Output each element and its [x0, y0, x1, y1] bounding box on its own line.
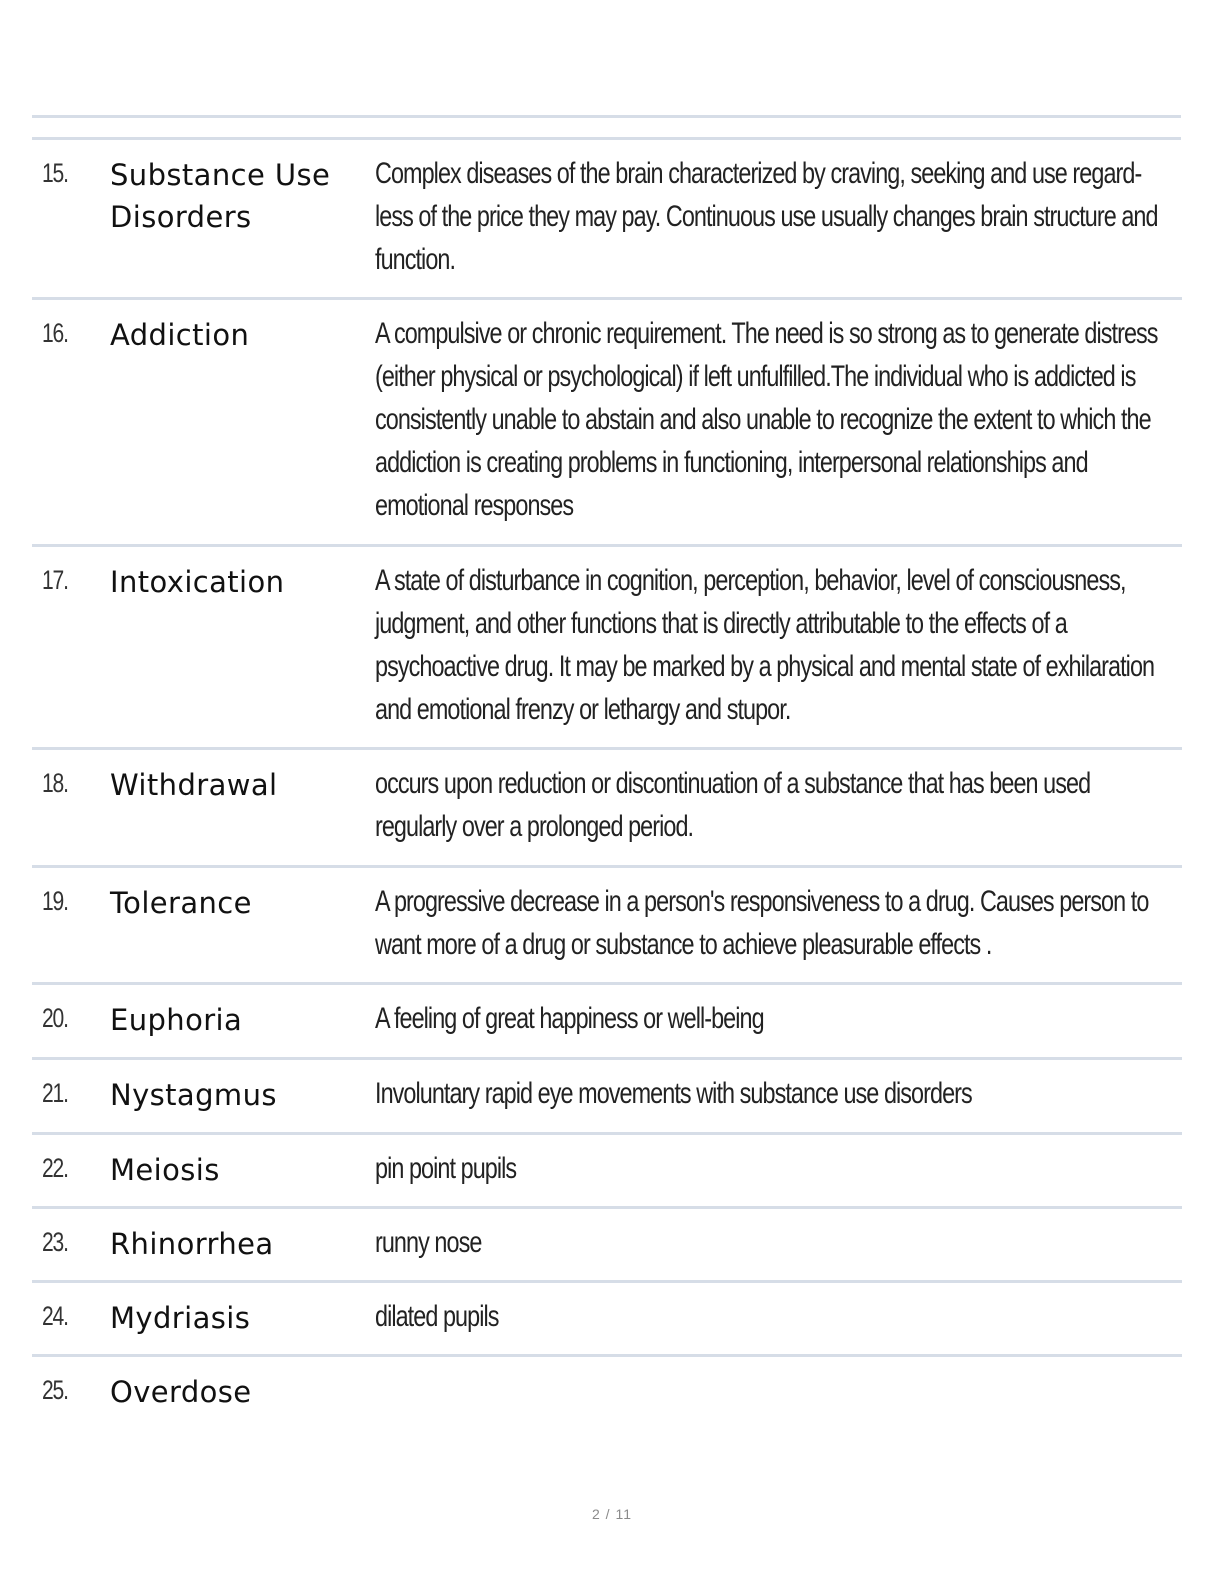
entry-number: 19. [42, 886, 68, 916]
glossary-row-19 [32, 868, 1182, 985]
glossary-row-25 [32, 1357, 1182, 1432]
entry-number: 23. [42, 1227, 68, 1257]
glossary-row-24 [32, 1283, 1182, 1357]
entry-number: 16. [42, 318, 68, 348]
entry-definition: runny nose [375, 1226, 482, 1259]
entry-definition: A progressive decrease in a person's responsiveness to a drug. Causes person to want more of a drug or substance to achieve pleasurable effects . [375, 885, 1149, 961]
entry-term: Rhinorrhea [110, 1227, 274, 1261]
entry-number: 21. [42, 1078, 68, 1108]
entry-number: 24. [42, 1301, 68, 1331]
glossary-row-23 [32, 1209, 1182, 1283]
entry-number: 17. [42, 565, 68, 595]
entry-number: 20. [42, 1003, 68, 1033]
entry-number: 22. [42, 1153, 68, 1183]
entry-term: Meiosis [110, 1153, 220, 1187]
glossary-row-18 [32, 750, 1182, 868]
glossary-row-22 [32, 1135, 1182, 1209]
entry-term: Mydriasis [110, 1301, 251, 1335]
entry-term: Withdrawal [110, 768, 278, 802]
entry-term: Euphoria [110, 1003, 243, 1037]
entry-definition: Complex diseases of the brain characterized by craving, seeking and use regard- less of the price they may pay. Continuous use usually changes brain structure and function. [375, 157, 1158, 276]
entry-definition: A compulsive or chronic requirement. The need is so strong as to generate distress (either physical or psychological) if left unfulfilled.The individual who is addicted is consistently unable to abstain and also unable to recognize the extent to which the addiction is creating problems in functioning, interpersonal relationships and emotional responses [375, 317, 1158, 522]
glossary-row-21 [32, 1060, 1182, 1135]
entry-term: Intoxication [110, 565, 285, 599]
entry-number: 15. [42, 158, 68, 188]
entry-definition: pin point pupils [375, 1152, 517, 1185]
entry-term: Overdose [110, 1375, 252, 1409]
entry-term: Tolerance [110, 886, 252, 920]
glossary-row-15 [32, 140, 1182, 300]
entry-number: 25. [42, 1375, 68, 1405]
entry-term: Addiction [110, 318, 250, 352]
glossary-table [32, 140, 1182, 1432]
glossary-row-20 [32, 985, 1182, 1060]
page-indicator: 2 / 11 [592, 1506, 632, 1522]
glossary-row-17 [32, 547, 1182, 750]
glossary-row-16 [32, 300, 1182, 547]
entry-definition: dilated pupils [375, 1300, 499, 1333]
entry-definition: A feeling of great happiness or well-being [375, 1002, 764, 1035]
entry-number: 18. [42, 768, 68, 798]
entry-definition: occurs upon reduction or discontinuation of a substance that has been used regularly over a prolonged period. [375, 767, 1091, 843]
top-divider [32, 115, 1181, 118]
entry-definition: A state of disturbance in cognition, perception, behavior, level of consciousness, judgment, and other functions that is directly attributable to the effects of a psychoactive drug. It may be marked by a physical and mental state of exhilaration and emotional frenzy or lethargy and stupor. [375, 564, 1155, 726]
entry-definition: Involuntary rapid eye movements with substance use disorders [375, 1077, 972, 1110]
entry-term: Nystagmus [110, 1078, 277, 1112]
entry-term: Substance Use Disorders [110, 158, 331, 234]
